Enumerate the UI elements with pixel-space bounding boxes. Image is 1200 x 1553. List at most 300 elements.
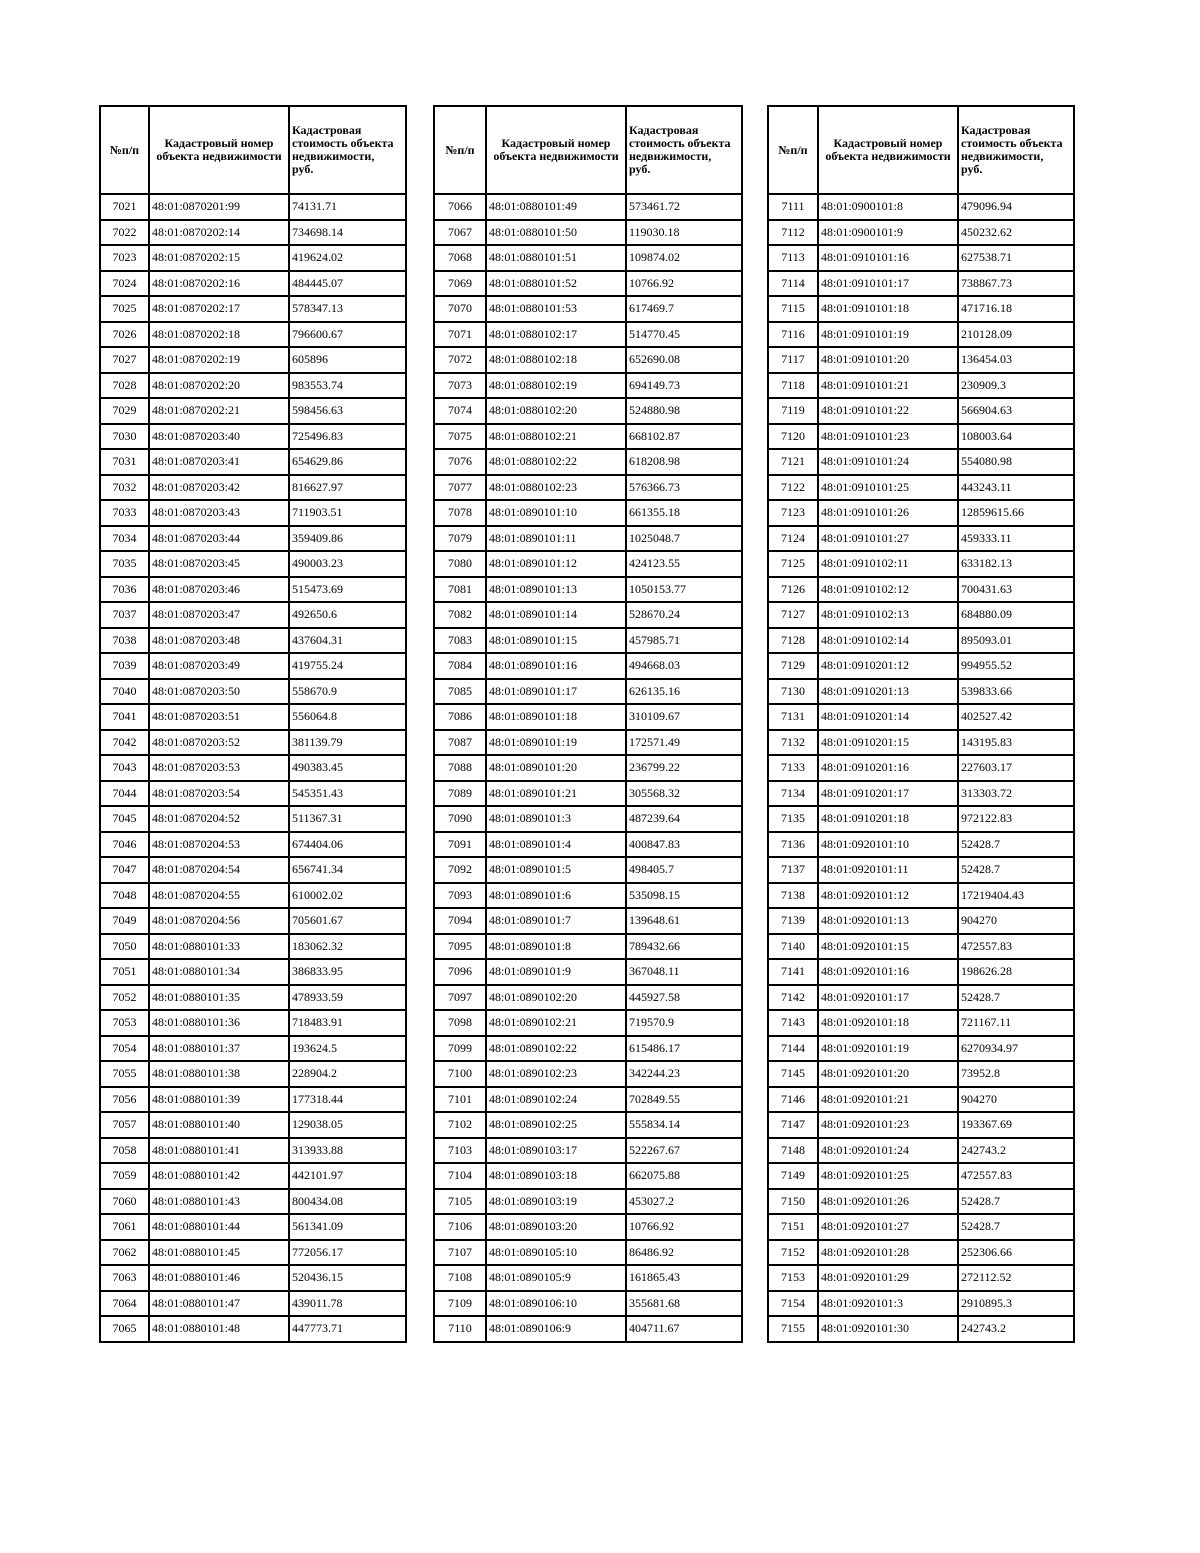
table-row: [768, 959, 1074, 985]
table-row: [768, 398, 1074, 424]
cell-num: 7094: [434, 908, 486, 934]
table-row: [100, 755, 406, 781]
cell-cadastral-value: 359409.86: [289, 526, 406, 552]
cell-num: 7144: [768, 1036, 818, 1062]
cell-cadastral-number: 48:01:0910102:14: [818, 628, 958, 654]
table-row: [768, 755, 1074, 781]
cell-num: 7050: [100, 934, 149, 960]
cell-num: 7136: [768, 832, 818, 858]
cell-num: 7125: [768, 551, 818, 577]
table-row: [100, 296, 406, 322]
table-row: [100, 908, 406, 934]
table-row: [768, 1061, 1074, 1087]
cell-cadastral-value: 578347.13: [289, 296, 406, 322]
table-row: [768, 500, 1074, 526]
cell-cadastral-number: 48:01:0870204:55: [149, 883, 289, 909]
header-cadastral-label: Кадастровый номер объекта недвижимости: [493, 136, 619, 163]
cell-cadastral-number: 48:01:0870203:48: [149, 628, 289, 654]
cell-cadastral-value: 439011.78: [289, 1291, 406, 1317]
cell-cadastral-value: 561341.09: [289, 1214, 406, 1240]
cell-cadastral-value: 524880.98: [626, 398, 742, 424]
cell-cadastral-value: 386833.95: [289, 959, 406, 985]
cell-cadastral-number: 48:01:0920101:20: [818, 1061, 958, 1087]
table-row: [768, 1240, 1074, 1266]
cell-cadastral-number: 48:01:0880102:23: [486, 475, 626, 501]
cell-cadastral-value: 272112.52: [958, 1265, 1074, 1291]
cell-cadastral-number: 48:01:0910201:17: [818, 781, 958, 807]
table-row: [768, 985, 1074, 1011]
cell-cadastral-value: 528670.24: [626, 602, 742, 628]
cell-cadastral-number: 48:01:0910101:26: [818, 500, 958, 526]
cell-cadastral-value: 511367.31: [289, 806, 406, 832]
table-row: [768, 857, 1074, 883]
cell-cadastral-number: 48:01:0920101:3: [818, 1291, 958, 1317]
cell-num: 7038: [100, 628, 149, 654]
cell-num: 7035: [100, 551, 149, 577]
cell-cadastral-value: 487239.64: [626, 806, 742, 832]
cell-num: 7128: [768, 628, 818, 654]
cell-num: 7130: [768, 679, 818, 705]
cell-num: 7055: [100, 1061, 149, 1087]
cell-cadastral-number: 48:01:0920101:29: [818, 1265, 958, 1291]
table-row: [768, 347, 1074, 373]
cell-cadastral-number: 48:01:0890103:18: [486, 1163, 626, 1189]
cell-num: 7106: [434, 1214, 486, 1240]
table-row: [434, 500, 742, 526]
cell-cadastral-value: 618208.98: [626, 449, 742, 475]
table-row: [768, 373, 1074, 399]
cell-cadastral-number: 48:01:0870204:53: [149, 832, 289, 858]
table-row: [768, 1087, 1074, 1113]
cell-cadastral-value: 472557.83: [958, 1163, 1074, 1189]
cell-cadastral-number: 48:01:0870203:54: [149, 781, 289, 807]
cell-num: 7101: [434, 1087, 486, 1113]
table-row: [100, 1240, 406, 1266]
cell-num: 7078: [434, 500, 486, 526]
table-row: [100, 1189, 406, 1215]
cell-cadastral-number: 48:01:0920101:24: [818, 1138, 958, 1164]
table-row: [100, 934, 406, 960]
cell-cadastral-number: 48:01:0870202:16: [149, 271, 289, 297]
header-value-label: Кадастровая стоимость объекта недвижимости, руб.: [292, 123, 394, 176]
cadastral-table-3: [767, 105, 1075, 1343]
cell-cadastral-number: 48:01:0910101:18: [818, 296, 958, 322]
cell-num: 7068: [434, 245, 486, 271]
cell-num: 7104: [434, 1163, 486, 1189]
cell-cadastral-number: 48:01:0870203:52: [149, 730, 289, 756]
table-row: [434, 1265, 742, 1291]
cell-num: 7058: [100, 1138, 149, 1164]
cell-cadastral-value: 515473.69: [289, 577, 406, 603]
cell-num: 7098: [434, 1010, 486, 1036]
cell-num: 7072: [434, 347, 486, 373]
cell-num: 7120: [768, 424, 818, 450]
cell-cadastral-value: 52428.7: [958, 1189, 1074, 1215]
cell-cadastral-value: 816627.97: [289, 475, 406, 501]
cell-num: 7031: [100, 449, 149, 475]
cell-cadastral-value: 705601.67: [289, 908, 406, 934]
cell-cadastral-number: 48:01:0880102:17: [486, 322, 626, 348]
cell-cadastral-number: 48:01:0870203:45: [149, 551, 289, 577]
cell-num: 7139: [768, 908, 818, 934]
table-row: [768, 1010, 1074, 1036]
cell-cadastral-number: 48:01:0890102:24: [486, 1087, 626, 1113]
cell-cadastral-number: 48:01:0890101:21: [486, 781, 626, 807]
cell-cadastral-value: 52428.7: [958, 1214, 1074, 1240]
table-row: [434, 526, 742, 552]
cell-cadastral-value: 6270934.97: [958, 1036, 1074, 1062]
cell-num: 7057: [100, 1112, 149, 1138]
cell-num: 7121: [768, 449, 818, 475]
cell-num: 7113: [768, 245, 818, 271]
cell-num: 7034: [100, 526, 149, 552]
table-row: [100, 857, 406, 883]
cell-num: 7082: [434, 602, 486, 628]
cell-num: 7026: [100, 322, 149, 348]
header-value: [289, 106, 406, 194]
cell-cadastral-number: 48:01:0870202:17: [149, 296, 289, 322]
cell-cadastral-value: 800434.08: [289, 1189, 406, 1215]
cell-num: 7097: [434, 985, 486, 1011]
table-row: [434, 1163, 742, 1189]
cell-cadastral-value: 725496.83: [289, 424, 406, 450]
table-row: [100, 220, 406, 246]
table-row: [768, 322, 1074, 348]
table-row: [100, 679, 406, 705]
cell-num: 7022: [100, 220, 149, 246]
cell-cadastral-value: 605896: [289, 347, 406, 373]
cell-cadastral-number: 48:01:0890102:23: [486, 1061, 626, 1087]
cell-cadastral-number: 48:01:0900101:8: [818, 194, 958, 220]
cell-cadastral-number: 48:01:0880102:22: [486, 449, 626, 475]
cell-cadastral-value: 514770.45: [626, 322, 742, 348]
table-row: [100, 551, 406, 577]
cell-num: 7053: [100, 1010, 149, 1036]
table-row: [434, 475, 742, 501]
cell-num: 7045: [100, 806, 149, 832]
cell-cadastral-number: 48:01:0890103:17: [486, 1138, 626, 1164]
cell-cadastral-value: 177318.44: [289, 1087, 406, 1113]
cell-cadastral-value: 198626.28: [958, 959, 1074, 985]
cell-num: 7152: [768, 1240, 818, 1266]
cell-num: 7027: [100, 347, 149, 373]
cell-cadastral-number: 48:01:0910101:21: [818, 373, 958, 399]
cell-cadastral-number: 48:01:0890103:19: [486, 1189, 626, 1215]
cell-cadastral-value: 484445.07: [289, 271, 406, 297]
cell-cadastral-number: 48:01:0890101:4: [486, 832, 626, 858]
cell-num: 7071: [434, 322, 486, 348]
table-row: [768, 1138, 1074, 1164]
cell-num: 7099: [434, 1036, 486, 1062]
cell-cadastral-number: 48:01:0870204:54: [149, 857, 289, 883]
table-row: [100, 1010, 406, 1036]
table-row: [100, 1265, 406, 1291]
cell-cadastral-value: 539833.66: [958, 679, 1074, 705]
table-row: [100, 1036, 406, 1062]
cell-cadastral-number: 48:01:0890101:7: [486, 908, 626, 934]
cell-num: 7074: [434, 398, 486, 424]
cell-cadastral-number: 48:01:0870203:49: [149, 653, 289, 679]
header-value: [958, 106, 1074, 194]
cell-num: 7111: [768, 194, 818, 220]
cell-cadastral-number: 48:01:0870204:52: [149, 806, 289, 832]
cell-num: 7024: [100, 271, 149, 297]
table-row: [768, 220, 1074, 246]
cell-cadastral-number: 48:01:0890101:8: [486, 934, 626, 960]
table-header-row: [100, 106, 406, 194]
cell-num: 7052: [100, 985, 149, 1011]
cell-num: 7147: [768, 1112, 818, 1138]
cell-num: 7062: [100, 1240, 149, 1266]
table-row: [434, 398, 742, 424]
cell-cadastral-number: 48:01:0910101:25: [818, 475, 958, 501]
table-row: [434, 1240, 742, 1266]
cell-num: 7049: [100, 908, 149, 934]
cell-cadastral-number: 48:01:0880101:43: [149, 1189, 289, 1215]
cell-cadastral-number: 48:01:0890101:18: [486, 704, 626, 730]
cell-num: 7054: [100, 1036, 149, 1062]
cell-cadastral-value: 661355.18: [626, 500, 742, 526]
cell-cadastral-number: 48:01:0920101:12: [818, 883, 958, 909]
cell-cadastral-value: 139648.61: [626, 908, 742, 934]
cell-cadastral-value: 419755.24: [289, 653, 406, 679]
cell-cadastral-value: 442101.97: [289, 1163, 406, 1189]
cell-cadastral-number: 48:01:0870203:53: [149, 755, 289, 781]
cell-num: 7142: [768, 985, 818, 1011]
header-num-label: №п/п: [778, 142, 808, 157]
cell-cadastral-value: 718483.91: [289, 1010, 406, 1036]
cell-cadastral-value: 313303.72: [958, 781, 1074, 807]
cell-cadastral-number: 48:01:0890101:6: [486, 883, 626, 909]
cell-cadastral-number: 48:01:0920101:27: [818, 1214, 958, 1240]
cell-cadastral-number: 48:01:0870203:41: [149, 449, 289, 475]
cell-cadastral-value: 313933.88: [289, 1138, 406, 1164]
cell-cadastral-value: 2910895.3: [958, 1291, 1074, 1317]
cell-cadastral-number: 48:01:0870201:99: [149, 194, 289, 220]
table-row: [768, 1265, 1074, 1291]
cell-num: 7110: [434, 1316, 486, 1342]
cell-cadastral-value: 734698.14: [289, 220, 406, 246]
cell-num: 7069: [434, 271, 486, 297]
table-row: [768, 1316, 1074, 1342]
cell-cadastral-number: 48:01:0890105:9: [486, 1265, 626, 1291]
cell-cadastral-value: 719570.9: [626, 1010, 742, 1036]
table-row: [100, 1163, 406, 1189]
cell-cadastral-number: 48:01:0880102:21: [486, 424, 626, 450]
cell-cadastral-value: 478933.59: [289, 985, 406, 1011]
table-row: [434, 322, 742, 348]
cell-cadastral-value: 73952.8: [958, 1061, 1074, 1087]
cell-cadastral-value: 615486.17: [626, 1036, 742, 1062]
cell-cadastral-number: 48:01:0870203:43: [149, 500, 289, 526]
header-cadastral: [818, 106, 958, 194]
cell-num: 7075: [434, 424, 486, 450]
cell-cadastral-value: 627538.71: [958, 245, 1074, 271]
table-row: [768, 679, 1074, 705]
table-row: [434, 220, 742, 246]
cell-num: 7059: [100, 1163, 149, 1189]
cell-cadastral-number: 48:01:0890102:21: [486, 1010, 626, 1036]
cell-cadastral-value: 498405.7: [626, 857, 742, 883]
cell-cadastral-value: 252306.66: [958, 1240, 1074, 1266]
table-row: [100, 1138, 406, 1164]
table-row: [768, 296, 1074, 322]
cell-cadastral-number: 48:01:0880101:39: [149, 1087, 289, 1113]
cell-cadastral-value: 12859615.66: [958, 500, 1074, 526]
cell-cadastral-number: 48:01:0920101:11: [818, 857, 958, 883]
table-row: [434, 1189, 742, 1215]
cell-num: 7040: [100, 679, 149, 705]
cell-cadastral-value: 419624.02: [289, 245, 406, 271]
cell-cadastral-value: 86486.92: [626, 1240, 742, 1266]
table-row: [100, 1214, 406, 1240]
cell-cadastral-value: 310109.67: [626, 704, 742, 730]
cell-cadastral-number: 48:01:0890101:9: [486, 959, 626, 985]
table-body: [100, 194, 406, 1342]
cell-cadastral-number: 48:01:0890101:5: [486, 857, 626, 883]
cell-cadastral-number: 48:01:0880101:41: [149, 1138, 289, 1164]
table-row: [768, 1112, 1074, 1138]
cell-cadastral-value: 471716.18: [958, 296, 1074, 322]
cell-num: 7108: [434, 1265, 486, 1291]
cell-num: 7041: [100, 704, 149, 730]
cell-num: 7046: [100, 832, 149, 858]
cell-cadastral-value: 1025048.7: [626, 526, 742, 552]
cell-num: 7090: [434, 806, 486, 832]
cell-num: 7080: [434, 551, 486, 577]
cell-cadastral-number: 48:01:0870202:14: [149, 220, 289, 246]
table-row: [434, 577, 742, 603]
table-row: [768, 1291, 1074, 1317]
table-row: [100, 475, 406, 501]
table-row: [100, 577, 406, 603]
cell-cadastral-value: 342244.23: [626, 1061, 742, 1087]
cell-cadastral-number: 48:01:0890101:11: [486, 526, 626, 552]
cell-cadastral-number: 48:01:0890101:10: [486, 500, 626, 526]
cell-cadastral-value: 554080.98: [958, 449, 1074, 475]
cell-num: 7132: [768, 730, 818, 756]
cell-cadastral-number: 48:01:0880101:51: [486, 245, 626, 271]
table-row: [768, 1189, 1074, 1215]
cell-cadastral-value: 558670.9: [289, 679, 406, 705]
table-row: [434, 755, 742, 781]
table-row: [100, 1291, 406, 1317]
cell-cadastral-number: 48:01:0910201:18: [818, 806, 958, 832]
cell-cadastral-number: 48:01:0910201:12: [818, 653, 958, 679]
cell-num: 7141: [768, 959, 818, 985]
cell-cadastral-number: 48:01:0870203:40: [149, 424, 289, 450]
table-row: [768, 934, 1074, 960]
cell-cadastral-number: 48:01:0870202:15: [149, 245, 289, 271]
header-num: [434, 106, 486, 194]
header-cadastral: [486, 106, 626, 194]
cell-cadastral-value: 450232.62: [958, 220, 1074, 246]
cell-cadastral-value: 193624.5: [289, 1036, 406, 1062]
cell-num: 7096: [434, 959, 486, 985]
cell-cadastral-value: 522267.67: [626, 1138, 742, 1164]
table-row: [434, 883, 742, 909]
cell-num: 7118: [768, 373, 818, 399]
cell-cadastral-value: 227603.17: [958, 755, 1074, 781]
cell-num: 7081: [434, 577, 486, 603]
cell-cadastral-value: 598456.63: [289, 398, 406, 424]
cell-cadastral-value: 994955.52: [958, 653, 1074, 679]
cell-cadastral-value: 108003.64: [958, 424, 1074, 450]
cadastral-table-2: [433, 105, 743, 1343]
cell-num: 7032: [100, 475, 149, 501]
cell-cadastral-number: 48:01:0870202:21: [149, 398, 289, 424]
cell-num: 7124: [768, 526, 818, 552]
cell-cadastral-number: 48:01:0890101:16: [486, 653, 626, 679]
table-row: [100, 628, 406, 654]
cell-cadastral-number: 48:01:0890101:15: [486, 628, 626, 654]
cell-cadastral-value: 492650.6: [289, 602, 406, 628]
cell-cadastral-value: 119030.18: [626, 220, 742, 246]
cell-cadastral-value: 479096.94: [958, 194, 1074, 220]
cell-cadastral-number: 48:01:0920101:21: [818, 1087, 958, 1113]
cell-num: 7119: [768, 398, 818, 424]
cell-num: 7079: [434, 526, 486, 552]
table-row: [100, 653, 406, 679]
cell-cadastral-value: 535098.15: [626, 883, 742, 909]
cell-num: 7037: [100, 602, 149, 628]
cell-cadastral-value: 684880.09: [958, 602, 1074, 628]
table-row: [434, 1138, 742, 1164]
table-row: [434, 628, 742, 654]
table-row: [100, 806, 406, 832]
cell-num: 7070: [434, 296, 486, 322]
cell-cadastral-value: 367048.11: [626, 959, 742, 985]
cell-cadastral-value: 610002.02: [289, 883, 406, 909]
header-num: [768, 106, 818, 194]
header-cadastral-label: Кадастровый номер объекта недвижимости: [156, 136, 282, 163]
cell-cadastral-value: 129038.05: [289, 1112, 406, 1138]
cell-cadastral-value: 1050153.77: [626, 577, 742, 603]
cell-num: 7151: [768, 1214, 818, 1240]
cell-num: 7063: [100, 1265, 149, 1291]
cell-cadastral-number: 48:01:0880101:49: [486, 194, 626, 220]
cell-cadastral-number: 48:01:0890101:12: [486, 551, 626, 577]
table-row: [434, 832, 742, 858]
cell-cadastral-value: 457985.71: [626, 628, 742, 654]
cell-cadastral-number: 48:01:0910101:16: [818, 245, 958, 271]
cell-num: 7089: [434, 781, 486, 807]
cell-num: 7153: [768, 1265, 818, 1291]
cell-num: 7056: [100, 1087, 149, 1113]
cell-cadastral-value: 443243.11: [958, 475, 1074, 501]
cell-num: 7143: [768, 1010, 818, 1036]
cell-cadastral-value: 472557.83: [958, 934, 1074, 960]
table-row: [434, 1061, 742, 1087]
cell-cadastral-value: 183062.32: [289, 934, 406, 960]
cell-cadastral-number: 48:01:0920101:28: [818, 1240, 958, 1266]
cell-num: 7093: [434, 883, 486, 909]
cell-num: 7073: [434, 373, 486, 399]
cell-cadastral-value: 404711.67: [626, 1316, 742, 1342]
cell-num: 7051: [100, 959, 149, 985]
cell-cadastral-value: 400847.83: [626, 832, 742, 858]
cell-cadastral-number: 48:01:0920101:13: [818, 908, 958, 934]
cell-cadastral-number: 48:01:0870203:50: [149, 679, 289, 705]
cell-cadastral-value: 109874.02: [626, 245, 742, 271]
cell-cadastral-value: 355681.68: [626, 1291, 742, 1317]
table-row: [434, 653, 742, 679]
cell-cadastral-number: 48:01:0870203:46: [149, 577, 289, 603]
table-row: [768, 602, 1074, 628]
cell-cadastral-value: 143195.83: [958, 730, 1074, 756]
cell-cadastral-value: 10766.92: [626, 271, 742, 297]
cell-num: 7060: [100, 1189, 149, 1215]
